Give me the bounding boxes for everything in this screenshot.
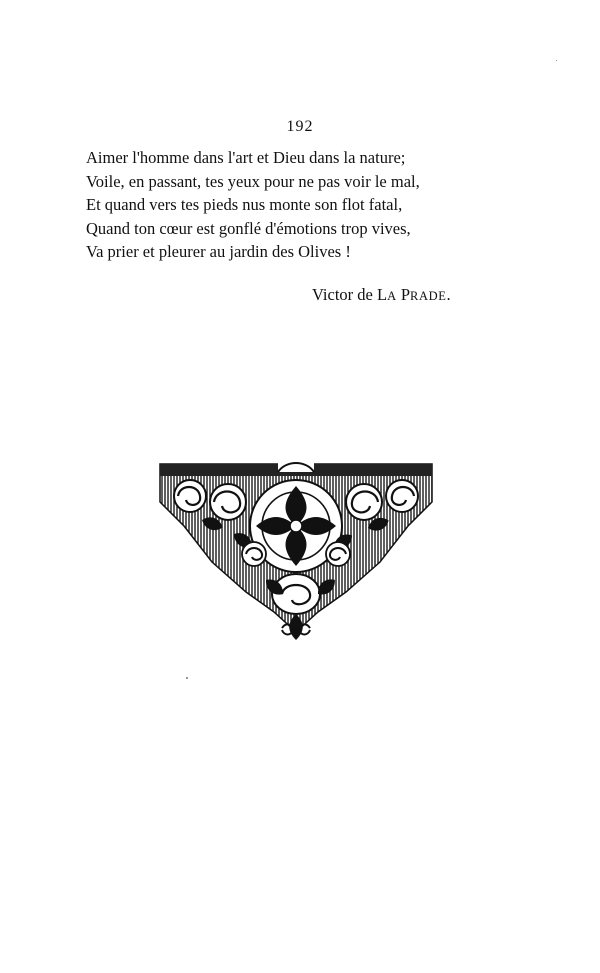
poem-line: Et quand vers tes pieds nus monte son flot fatal,	[86, 195, 403, 214]
paper-speck	[186, 677, 188, 679]
poem-stanza	[86, 146, 466, 264]
surname-rest-1: A	[387, 289, 397, 303]
surname-initial-1: L	[377, 285, 388, 304]
author-surname	[377, 285, 446, 304]
surname-initial-2: P	[400, 285, 411, 304]
attribution-period: .	[446, 285, 451, 304]
page-number: 192	[286, 118, 314, 135]
author-attribution	[312, 285, 451, 305]
paper-speck	[556, 60, 557, 61]
poem-line: Voile, en passant, tes yeux pour ne pas voir le mal,	[86, 171, 420, 191]
surname-rest-2: RADE	[410, 289, 447, 303]
poem-line: Va prier et pleurer au jardin des Olives !	[86, 242, 351, 261]
poem-line: Aimer l'homme dans l'art et Dieu dans la nature;	[86, 148, 406, 167]
poem-line: Quand ton cœur est gonflé d'émotions trop vives,	[86, 218, 411, 238]
arabesque-tailpiece-icon	[158, 462, 434, 642]
attribution-prefix: Victor de	[312, 285, 377, 304]
